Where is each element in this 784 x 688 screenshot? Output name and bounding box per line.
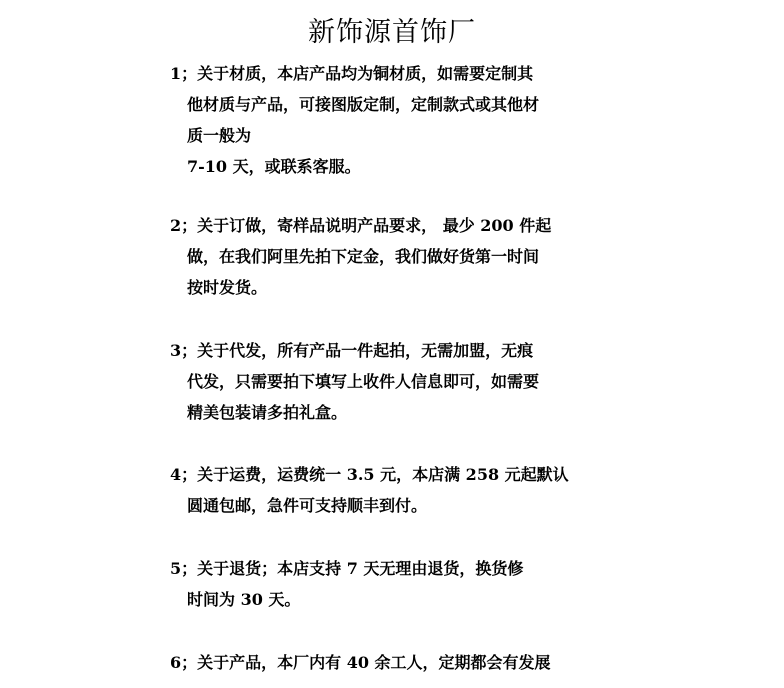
notice-line: 按时发货。 xyxy=(187,278,268,297)
notice-item-materials xyxy=(170,58,610,182)
notice-line: 7-10 天，或联系客服。 xyxy=(187,157,361,176)
notice-line: 精美包装请多拍礼盒。 xyxy=(187,403,348,422)
notice-line: 质一般为 xyxy=(187,126,252,145)
notice-line: 3；关于代发，所有产品一件起拍，无需加盟，无痕 xyxy=(170,341,534,360)
notice-line: 他材质与产品，可接图版定制，定制款式或其他材 xyxy=(187,95,540,114)
notice-line: 6；关于产品，本厂内有 40 余工人，定期都会有发展 xyxy=(170,653,551,672)
notice-line: 1；关于材质，本店产品均为铜材质，如需要定制其 xyxy=(170,64,534,83)
notice-item-products xyxy=(170,647,610,678)
notice-line: 圆通包邮，急件可支持顺丰到付。 xyxy=(187,496,428,515)
notice-line: 代发，只需要拍下填写上收件人信息即可，如需要 xyxy=(187,372,540,391)
notice-line: 做，在我们阿里先拍下定金，我们做好货第一时间 xyxy=(187,247,540,266)
notice-item-custom-orders xyxy=(170,210,610,303)
notice-line: 5；关于退货；本店支持 7 天无理由退货，换货修 xyxy=(170,559,524,578)
notice-line: 4；关于运费，运费统一 3.5 元，本店满 258 元起默认 xyxy=(170,465,569,484)
notice-line: 时间为 30 天。 xyxy=(187,590,301,609)
notice-item-shipping xyxy=(170,459,610,521)
notice-line: 2；关于订做，寄样品说明产品要求， 最少 200 件起 xyxy=(170,216,552,235)
notice-item-dropshipping xyxy=(170,335,610,428)
page-title: 新饰源首饰厂 xyxy=(308,17,476,48)
notice-item-returns xyxy=(170,553,610,615)
